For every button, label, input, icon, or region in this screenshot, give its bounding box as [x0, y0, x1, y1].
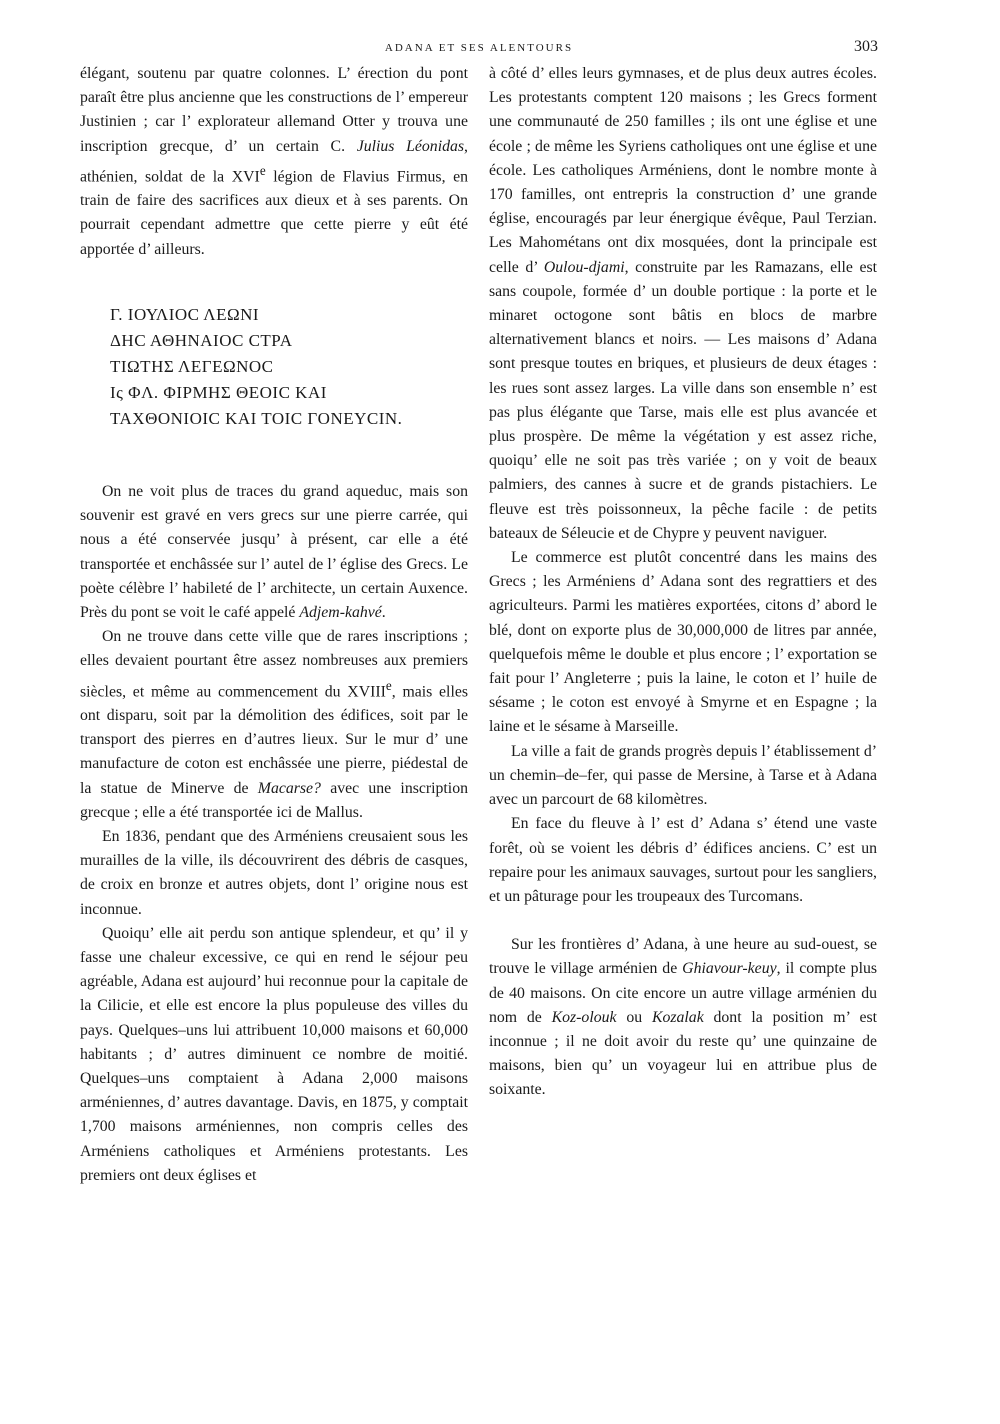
paragraph-railway: La ville a fait de grands progrès depuis l’ établissement d’ un chemin–de–fer, qui passe de Mersine, à Tarse et à Adana avec un parcourt de 68 kilomètres. [489, 742, 877, 809]
page-number: 303 [854, 38, 878, 55]
page-header [80, 38, 878, 60]
village-name: Kozalak [651, 1008, 704, 1026]
right-column [489, 62, 877, 1103]
left-column [80, 62, 468, 1188]
paragraph-communities: à côté d’ elles leurs gymnases, et de plus deux autres écoles. Les protestants comptent 120 maisons ; les Grecs forment une communauté de 250 familles ; ils ont une église et une école ; de même les Syriens catholiques ont une église et une école. Les catholiques Arméniens, dont le nombre monte à 170 familles, ont entrepris la construction d’ une grande église, encouragés par leur énergique évêque, Paul Terzian. Les Mahométans ont dix mosquées, dont la principale est celle d’ Oulou-djami, construite par les Ramazans, elle est sans coupole, formée d’ un double portique : la porte et le minaret octogone sont bâtis en blocs de marbre alternativement blancs et noirs. — Les maisons d’ Adana sont presque toutes en briques, et plusieurs de deux étages : les rues sont assez larges. La ville dans son ensemble n’ est pas plus élégante que Tarse, mais elle est plus avancée et plus prospère. De même la végétation y est assez riche, quoiqu’ elle ne soit pas très variée ; on y voit de beaux palmiers, des cannes à sucre et de grands pistachiers. Le fleuve est très poissonneux, la pêche facile : de petits bateaux de Séleucie et de Chypre y peuvent naviguer. [489, 65, 877, 542]
mosque-name: Oulou-djami [543, 258, 625, 276]
inscription-line: Γ. ΙΟΥΛΙΟϹ ΛΕΩΝΙ [110, 304, 260, 324]
running-title: ADANA ET SES ALENTOURS [384, 42, 574, 54]
inscription-line: ΔΗϹ ΑΘΗΝΑΙΟϹ ϹΤΡΑ [110, 330, 293, 350]
inscription-line: Ις ΦΛ. ΦΙΡΜΗΣ ΘΕΟΙϹ ΚΑΙ [110, 382, 327, 402]
paragraph-1836: En 1836, pendant que des Arméniens creusaient sous les murailles de la ville, ils découvrirent des débris de casques, de croix en bronze et autres objets, dont l’ origine nous est inconnue. [80, 828, 468, 918]
paragraph-bridge-inscription: élégant, soutenu par quatre colonnes. L’ érection du pont paraît être plus ancienne que les constructions de l’ empereur Justinien ; car l’ explorateur allemand Otter y trouva une inscription grecque, d’ un certain C. Julius Léonidas, athénien, soldat de la XVIe légion de Flavius Firmus, en train de faire des sacrifices aux dieux et à ses parents. On pourrait cependant admettre que cette pierre y eût été apportée d’ ailleurs. [80, 65, 468, 258]
paragraph-villages: Sur les frontières d’ Adana, à une heure au sud-ouest, se trouve le village arménien de Ghiavour-keuy, il compte plus de 40 maisons. On cite encore un autre village arménien du nom de Koz-olouk ou Kozalak dont la position m’ est inconnue ; il ne doit avoir du reste qu’ une quinzaine de maisons, bien qu’ un voyageur lui en attribue plus de soixante. [489, 936, 878, 1099]
paragraph-commerce: Le commerce est plutôt concentré dans les mains des Grecs ; les Arméniens d’ Adana sont des regrattiers et des agriculteurs. Parmi les matières exportées, citons d’ abord le blé, dont on exporte plus de 30,000,000 de litres par année, quelquefois même le double et plus encore ; l’ exportation se fait pour l’ Angleterre ; puis la laine, le coton et l’ huile de sésame ; le coton est envoyé à Smyrne et en Espagne ; la laine et le sésame à Marseille. [489, 549, 877, 736]
village-name: Ghiavour-keuy [682, 960, 777, 978]
person-name: Julius Léonidas [356, 137, 465, 155]
paragraph-inscriptions: On ne trouve dans cette ville que de rares inscriptions ; elles devaient pourtant être assez nombreuses aux premiers siècles, et même au commencement du XVIIIe, mais elles ont disparu, soit par la démolition des édifices, soit par le transport des pierres en d’autres lieux. Sur le mur d’ une manufacture de coton est enchâssée une pierre, piédestal de la statue de Minerve de Macarse? avec une inscription grecque ; elle a été transportée ici de Mallus. [80, 628, 468, 821]
place-name: Macarse? [257, 779, 321, 797]
greek-inscription [110, 302, 468, 432]
cafe-name: Adjem-kahvé [299, 603, 382, 621]
village-name: Koz-olouk [551, 1008, 617, 1026]
paragraph-forest: En face du fleuve à l’ est d’ Adana s’ étend une vaste forêt, où se voient les débris d’ édifices anciens. C’ est un repaire pour les animaux sauvages, surtout pour les sangliers, et un pâturage pour les troupeaux des Turcomans. [489, 815, 877, 905]
paragraph-capital: Quoiqu’ elle ait perdu son antique splendeur, et qu’ il y fasse une chaleur excessive, ce qui en rend le séjour peu agréable, Adana est aujourd’ hui reconnue pour la capitale de la Cilicie, et elle est encore la plus populeuse des villes du pays. Quelques–uns lui attribuent 10,000 maisons et 60,000 habitants ; d’ autres diminuent ce nombre de moitié. Quelques–uns comptaient à Adana 2,000 maisons arméniennes, d’ autres davantage. Davis, en 1875, y comptait 1,700 maisons arméniennes, non compris celles des Arméniens catholiques et Arméniens protestants. Les premiers ont deux églises et [80, 924, 468, 1184]
paragraph-aqueduct: On ne voit plus de traces du grand aqueduc, mais son souvenir est gravé en vers grecs sur une pierre carrée, qui nous a été conservée jusqu’ à présent, car elle a été transportée et enchâssée sur l’ autel de l’ église des Grecs. Le poète célèbre l’ habileté de l’ architecte, un certain Auxence. Près du pont se voit le café appelé Adjem-kahvé. [80, 482, 468, 621]
inscription-line: ΤΙΩΤΗΣ ΛΕΓΕΩΝΟϹ [110, 356, 274, 376]
inscription-line: ΤΑΧΘΟΝΙΟΙϹ ΚΑΙ ΤΟΙϹ ΓΟΝΕΥϹΙΝ. [110, 408, 403, 428]
